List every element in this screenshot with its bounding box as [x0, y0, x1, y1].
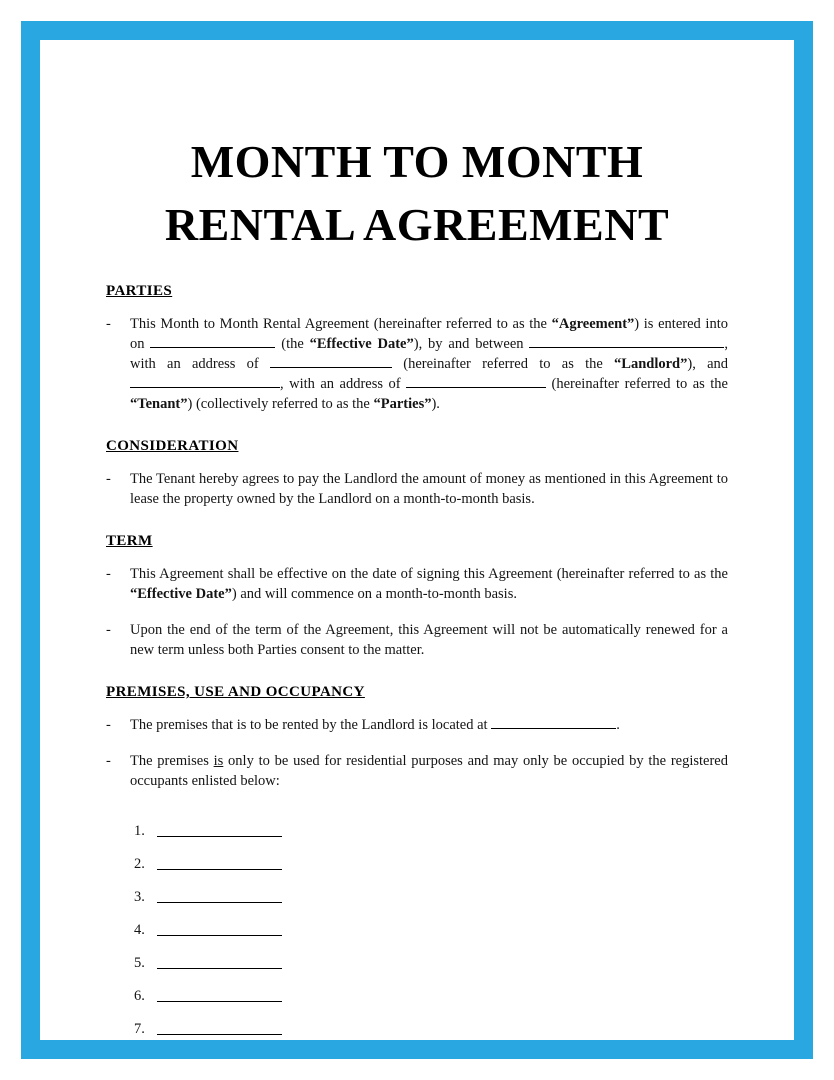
occupant-blank-line[interactable] [157, 921, 282, 936]
occupant-blank-line[interactable] [157, 855, 282, 870]
title-line-1: MONTH TO MONTH [190, 136, 644, 187]
section-premises [106, 684, 728, 1038]
text-segment: ) (collectively referred to as the [187, 395, 374, 412]
occupants-list [134, 807, 728, 1038]
paragraph-text [130, 620, 728, 660]
occupant-row [134, 840, 728, 873]
bullet-dash: - [106, 315, 111, 332]
occupant-blank-line[interactable] [157, 1020, 282, 1035]
section-heading-term: TERM [106, 532, 153, 549]
occupant-number: 5. [134, 954, 145, 971]
paragraph-text [130, 564, 728, 604]
paragraph-item [106, 564, 728, 604]
paragraph-item [106, 469, 728, 509]
occupant-row [134, 807, 728, 840]
section-heading-premises: PREMISES, USE AND OCCUPANCY [106, 683, 365, 700]
paragraph-text [130, 469, 728, 509]
text-segment: Upon the end of the term of the Agreement, this Agreement will not be automatically renewed for a new term unless both Parties consent to the matter. [130, 621, 728, 658]
occupant-number: 3. [134, 888, 145, 905]
text-segment: ) is entered into on [130, 315, 728, 352]
paragraph-item [106, 314, 728, 414]
occupant-blank-line[interactable] [157, 888, 282, 903]
occupant-number: 6. [134, 987, 145, 1004]
paragraph-item [106, 751, 728, 791]
text-segment: “Parties” [373, 395, 432, 412]
blank-line[interactable] [150, 334, 275, 348]
paragraph-text [130, 751, 728, 791]
section-consideration [106, 438, 728, 509]
text-segment: ), by and between [413, 335, 530, 352]
document-page [106, 130, 728, 1038]
text-segment: The premises that is to be rented by the Landlord is located at [130, 716, 492, 733]
text-segment: This Agreement shall be effective on the date of signing this Agreement (hereinafter referred to as the [130, 565, 728, 582]
section-heading-consideration: CONSIDERATION [106, 437, 239, 454]
text-segment: . [616, 716, 620, 733]
occupant-row [134, 906, 728, 939]
section-parties [106, 283, 728, 414]
text-segment: ). [431, 395, 440, 412]
text-segment: ), and [687, 355, 729, 372]
text-segment: , with an address of [280, 375, 407, 392]
occupant-blank-line[interactable] [157, 987, 282, 1002]
text-segment: “Agreement” [551, 315, 635, 332]
occupant-blank-line[interactable] [157, 822, 282, 837]
bullet-dash: - [106, 752, 111, 769]
text-segment: The Tenant hereby agrees to pay the Landlord the amount of money as mentioned in this Agreement to lease the property owned by the Landlord on a month-to-month basis. [130, 470, 728, 507]
occupant-number: 4. [134, 921, 145, 938]
occupant-number: 2. [134, 855, 145, 872]
bullet-dash: - [106, 565, 111, 582]
text-segment: This Month to Month Rental Agreement (hereinafter referred to as the [130, 315, 552, 332]
text-segment: , with an address of [130, 335, 729, 372]
text-segment: (hereinafter referred to as the [546, 375, 728, 392]
section-term [106, 533, 728, 660]
text-segment: (the [275, 335, 310, 352]
page-border [21, 21, 813, 1059]
bullet-dash: - [106, 716, 111, 733]
occupant-row [134, 972, 728, 1005]
occupant-number: 7. [134, 1020, 145, 1037]
occupant-row [134, 939, 728, 972]
text-segment: (hereinafter referred to as the [392, 355, 615, 372]
occupant-row [134, 1005, 728, 1038]
occupant-blank-line[interactable] [157, 954, 282, 969]
paragraph-item [106, 715, 728, 735]
paragraph-text [130, 715, 728, 735]
paragraph-item [106, 620, 728, 660]
text-segment: is [213, 752, 224, 769]
blank-line[interactable] [130, 374, 280, 388]
title-line-2: RENTAL AGREEMENT [164, 199, 670, 251]
section-heading-parties: PARTIES [106, 282, 173, 299]
bullet-dash: - [106, 470, 111, 487]
bullet-dash: - [106, 621, 111, 638]
document-title [106, 130, 728, 257]
occupant-number: 1. [134, 822, 145, 839]
text-segment: The premises [130, 752, 214, 769]
text-segment: “Effective Date” [309, 335, 414, 352]
text-segment: only to be used for residential purposes and may only be occupied by the registered occupants enlisted below: [130, 752, 728, 789]
text-segment: “Effective Date” [130, 585, 232, 602]
occupant-row [134, 873, 728, 906]
blank-line[interactable] [529, 334, 724, 348]
blank-line[interactable] [406, 374, 546, 388]
blank-line[interactable] [270, 354, 392, 368]
text-segment: ) and will commence on a month-to-month basis. [231, 585, 517, 602]
blank-line[interactable] [491, 715, 616, 729]
paragraph-text [130, 314, 728, 414]
text-segment: “Tenant” [130, 395, 188, 412]
text-segment: “Landlord” [614, 355, 688, 372]
